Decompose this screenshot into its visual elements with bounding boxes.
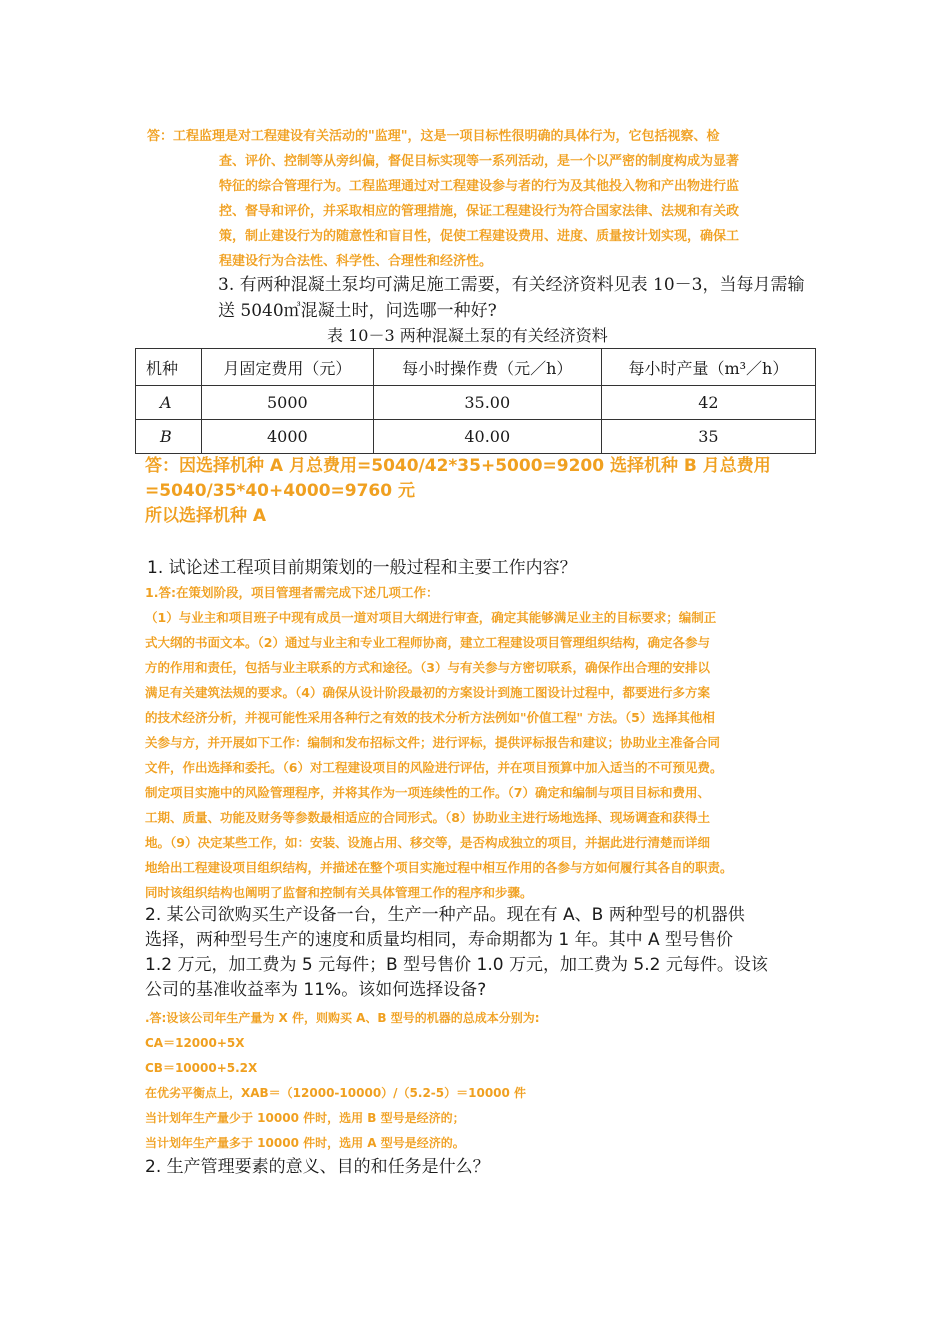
table-cell: 35.00 (373, 386, 601, 420)
answer-line: 答：工程监理是对工程建设有关活动的"监理"，这是一项目标性很明确的具体行为，它包括视察、检 (147, 129, 720, 144)
header-cell: 月固定费用（元） (202, 349, 374, 386)
question-production-management: 2. 生产管理要素的意义、目的和任务是什么？ (145, 1157, 490, 1177)
table-cell: B (136, 420, 202, 454)
answer-line: 地给出工程建设项目组织结构，并描述在整个项目实施过程中相互作用的各参与方如何履行其各自的职责。 (145, 860, 733, 875)
economic-data-table (135, 348, 816, 454)
answer-project-planning (145, 580, 820, 905)
table-cell: 42 (601, 386, 815, 420)
answer-line: CB＝10000+5.2X (145, 1061, 258, 1075)
table-caption: 表 10－3 两种混凝土泵的有关经济资料 (327, 326, 608, 345)
answer-line: 制定项目实施中的风险管理程序，并将其作为一项连续性的工作。（7）确定和编制与项目目标和费用、 (145, 785, 710, 800)
answer-line: CA＝12000+5X (145, 1036, 245, 1050)
answer-line: 式大纲的书面文本。（2）通过与业主和专业工程师协商，建立工程建设项目管理组织结构，确定各参与 (145, 635, 710, 650)
question-line: 1.2 万元，加工费为 5 元每件；B 型号售价 1.0 万元，加工费为 5.2 元每件。设该 (145, 955, 768, 975)
table-cell: 35 (601, 420, 815, 454)
answer-line: 当计划年生产量少于 10000 件时，选用 B 型号是经济的； (145, 1111, 465, 1125)
answer-head: 1.答:在策划阶段，项目管理者需完成下述几项工作： (145, 585, 439, 600)
answer-line: 特征的综合管理行为。工程监理通过对工程建设参与者的行为及其他投入物和产出物进行监 (219, 179, 740, 194)
table-cell: 4000 (202, 420, 374, 454)
answer-line: 方的作用和责任，包括与业主联系的方式和途径。（3）与有关参与方密切联系，确保作出合理的安排以 (145, 660, 710, 675)
answer-line: 的技术经济分析，并视可能性采用各种行之有效的技术分析方法例如"价值工程" 方法。（5）选择其他相 (145, 710, 715, 725)
answer-line: 工期、质量、功能及财务等参数最相适应的合同形式。（8）协助业主进行场地选择、现场调查和获得土 (145, 810, 710, 825)
answer-equipment-selection (145, 1006, 805, 1156)
answer-line: 文件，作出选择和委托。（6）对工程建设项目的风险进行评估，并在项目预算中加入适当的不可预见费。 (145, 760, 723, 775)
table-header-row (136, 349, 816, 386)
answer-line: 关参与方，并开展如下工作：编制和发布招标文件；进行评标，提供评标报告和建议；协助业主准备合同 (145, 735, 721, 750)
table-row (136, 420, 816, 454)
question-line: 公司的基准收益率为 11%。该如何选择设备? (145, 980, 487, 1000)
answer-line: 当计划年生产量多于 10000 件时，选用 A 型号是经济的。 (145, 1136, 465, 1150)
answer-line: .答:设该公司年生产量为 X 件，则购买 A、B 型号的机器的总成本分别为: (145, 1011, 540, 1025)
question-project-planning: 1. 试论述工程项目前期策划的一般过程和主要工作内容？ (147, 558, 577, 578)
header-cell: 每小时产量（m³／h） (601, 349, 815, 386)
question-concrete-pump: 3. 有两种混凝土泵均可满足施工需要，有关经济资料见表 10－3，当每月需输送 5040㎥混凝土时，问选哪一种好? (218, 275, 805, 321)
answer-line: 满足有关建筑法规的要求。（4）确保从设计阶段最初的方案设计到施工图设计过程中，都要进行多方案 (145, 685, 710, 700)
answer-line: 答：因选择机种 A 月总费用=5040/42*35+5000=9200 选择机种 B 月总费用 (145, 456, 771, 476)
header-cell: 每小时操作费（元／h） (373, 349, 601, 386)
answer-line: 同时该组织结构也阐明了监督和控制有关具体管理工作的程序和步骤。 (145, 885, 533, 900)
answer-concrete-pump (145, 454, 825, 529)
table-row (136, 386, 816, 420)
answer-line: 查、评价、控制等从旁纠偏，督促目标实现等一系列活动，是一个以严密的制度构成为显著 (219, 154, 740, 169)
answer-line: （1）与业主和项目班子中现有成员一道对项目大纲进行审查，确定其能够满足业主的目标要求；编制正 (145, 610, 717, 625)
answer-line: 在优劣平衡点上，XAB＝（12000-10000）/（5.2-5）＝10000 件 (145, 1086, 527, 1100)
answer-line: 所以选择机种 A (145, 506, 267, 526)
table-cell: 40.00 (373, 420, 601, 454)
answer-supervision (147, 124, 807, 274)
table-cell: 5000 (202, 386, 374, 420)
question-equipment-selection (145, 903, 825, 1003)
answer-line: 策，制止建设行为的随意性和盲目性，促使工程建设费用、进度、质量按计划实现，确保工 (219, 229, 740, 244)
answer-line: 程建设行为合法性、科学性、合理性和经济性。 (219, 254, 493, 269)
answer-line: 地。（9）决定某些工作，如：安装、设施占用、移交等，是否构成独立的项目，并据此进行清楚而详细 (145, 835, 710, 850)
table-cell: A (136, 386, 202, 420)
answer-line: =5040/35*40+4000=9760 元 (145, 481, 416, 501)
answer-line: 控、督导和评价，并采取相应的管理措施，保证工程建设行为符合国家法律、法规和有关政 (219, 204, 740, 219)
question-line: 选择，两种型号生产的速度和质量均相同，寿命期都为 1 年。其中 A 型号售价 (145, 930, 734, 950)
header-cell: 机种 (136, 349, 202, 386)
question-line: 2. 某公司欲购买生产设备一台，生产一种产品。现在有 A、B 两种型号的机器供 (145, 905, 745, 925)
